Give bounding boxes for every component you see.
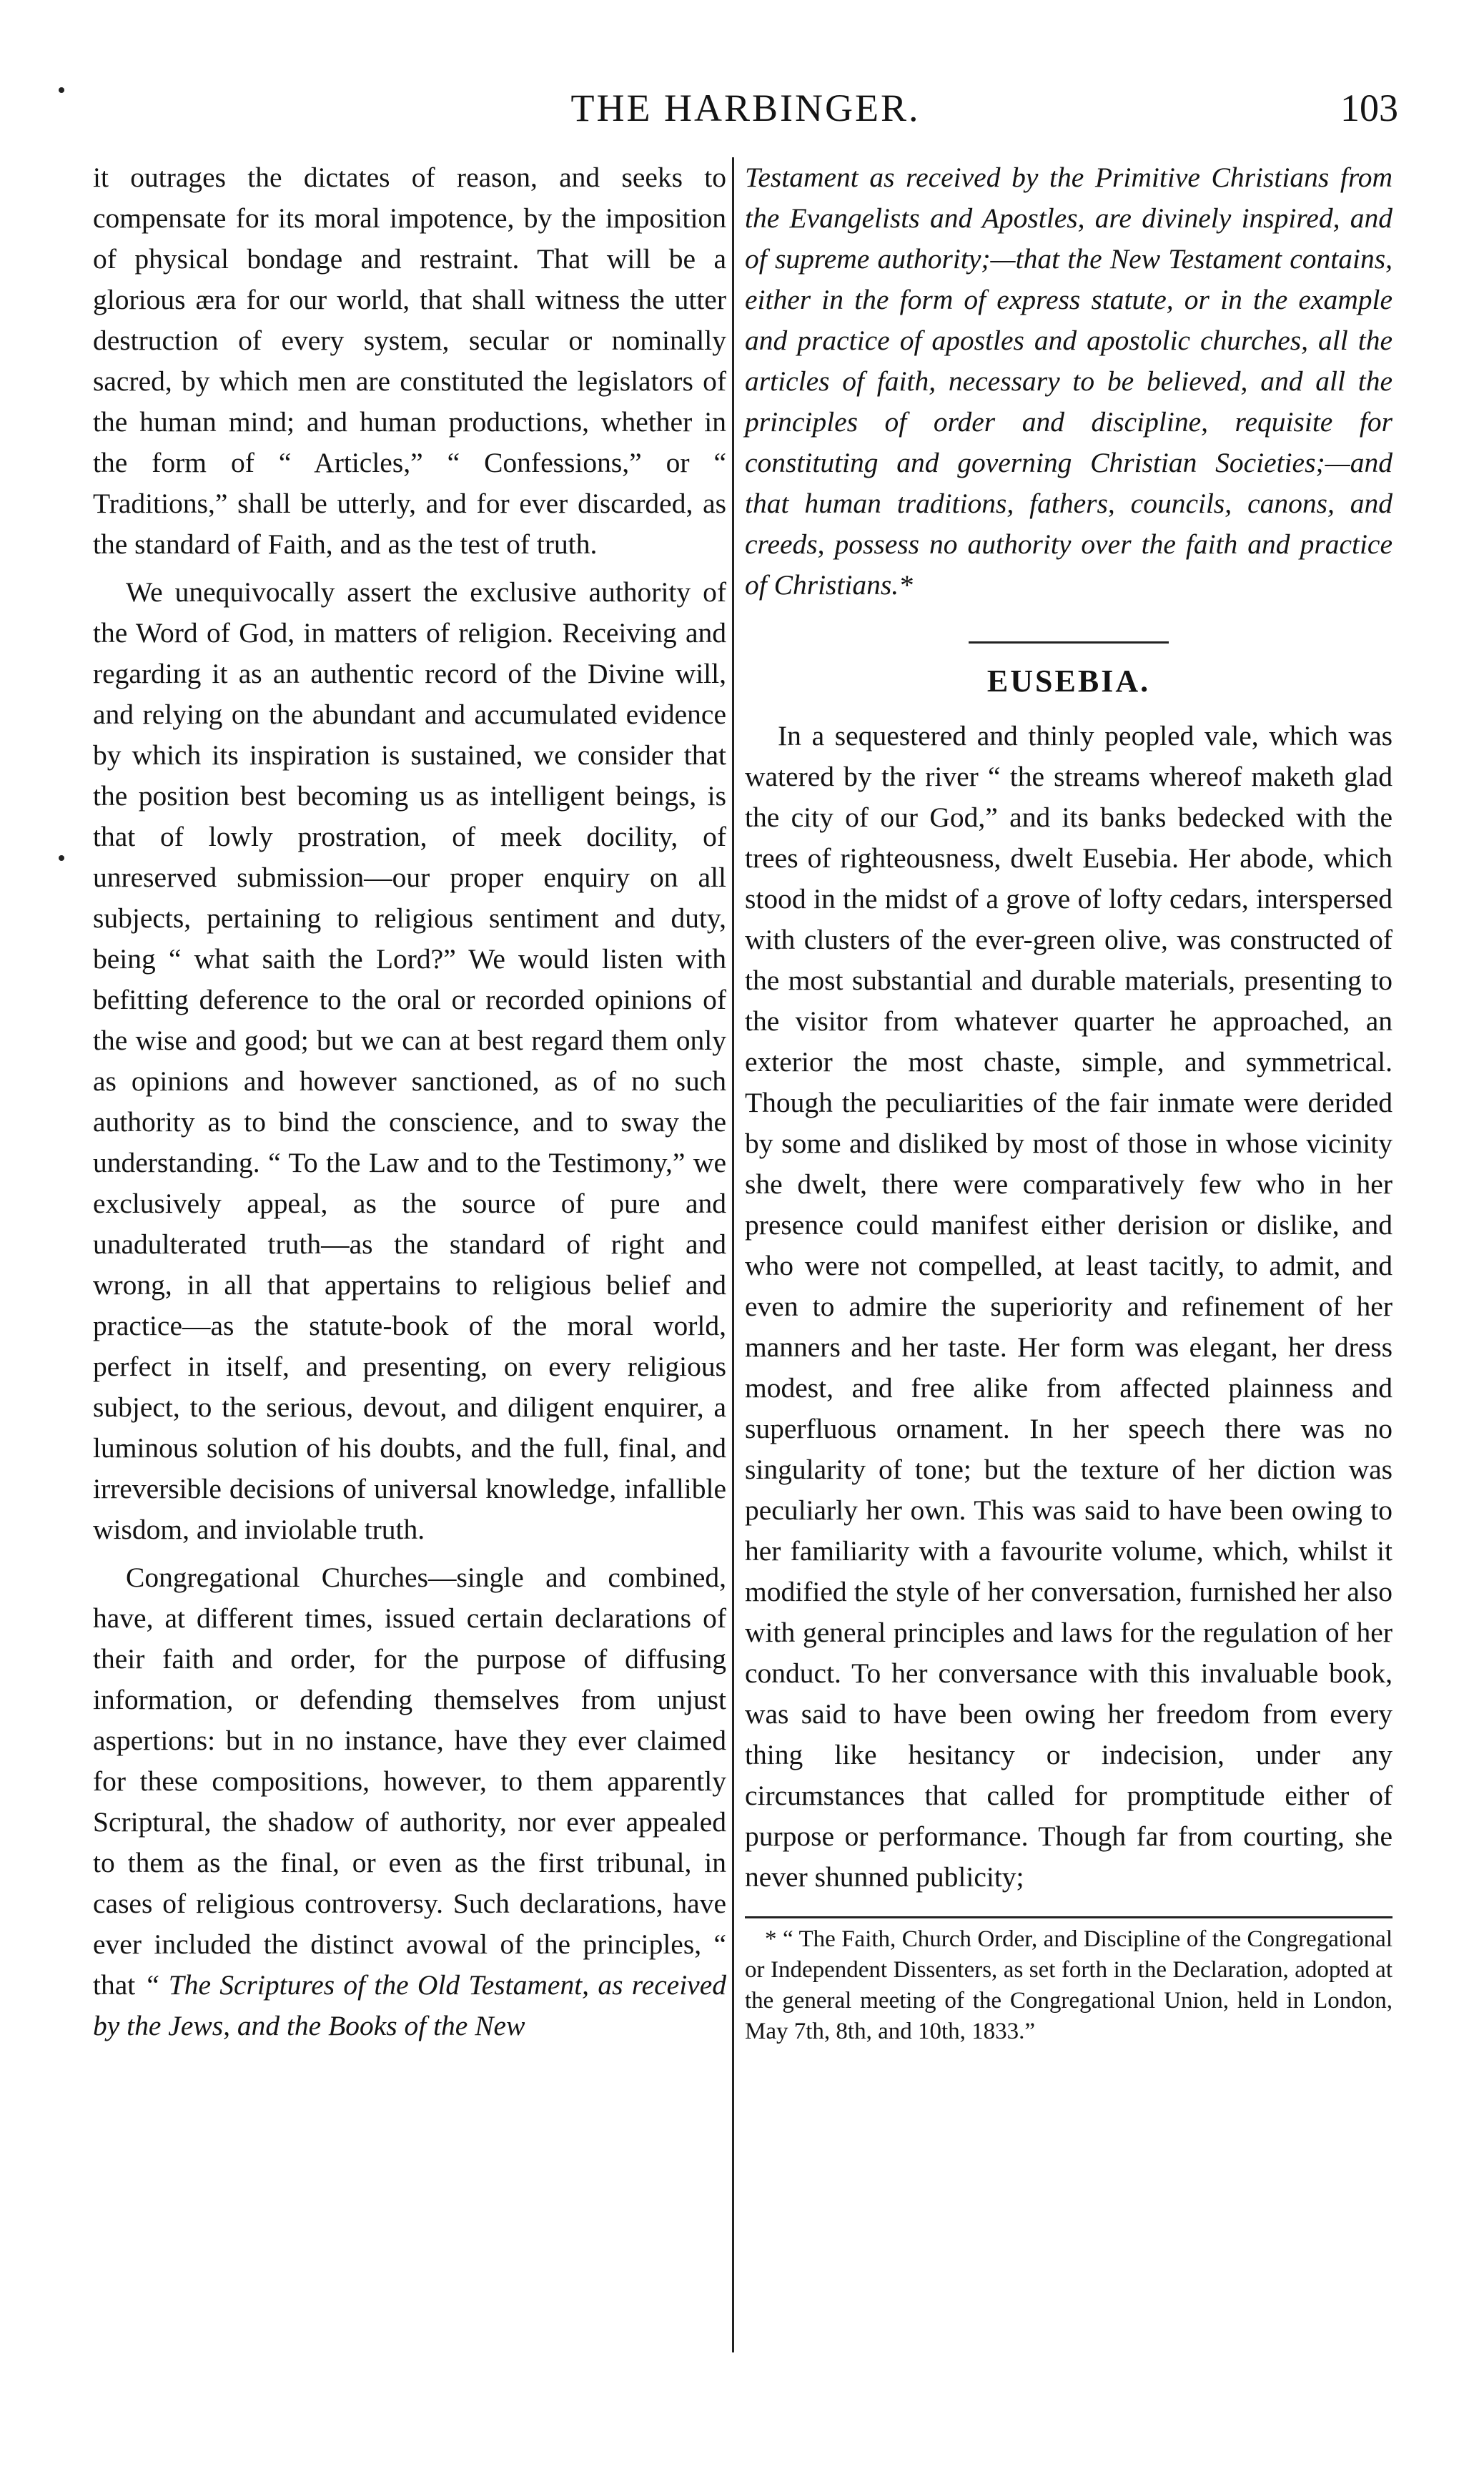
right-column [745, 157, 1393, 2047]
left-paragraph-1: it outrages the dictates of reason, and seeks to compensate for its moral impotence, by the imposition of physical bondage and restraint. That will be a glorious æra for our world, that shall witness the utter destruction of every system, secular or nominally sacred, by which men are constituted the legislators of the human mind; and human productions, whether in the form of “ Articles,” “ Confessions,” or “ Traditions,” shall be utterly, and for ever discarded, as the standard of Faith, and as the test of truth. [93, 162, 726, 560]
page-header [93, 86, 1398, 143]
running-title: THE HARBINGER. [570, 87, 921, 129]
right-quotation-end: Testament as received by the Primitive Christians from the Evangelists and Apostles, are divinely inspired, and of supreme authority;—that the New Testament contains, either in the form of express statute, or in the example and practice of apostles and apostolic churches, all the articles of faith, necessary to be believed, and all the principles of order and discipline, requisite for constituting and governing Christian Societies;—and that human traditions, fathers, councils, canons, and creeds, possess no authority over the faith and practice of Christians.* [745, 162, 1393, 601]
right-paragraph-1: In a sequestered and thinly peopled vale, which was watered by the river “ the streams whereof maketh glad the city of our God,” and its banks bedecked with the trees of righteousness, dwelt Eusebia. Her abode, which stood in the midst of a grove of lofty cedars, interspersed with clusters of the ever-green olive, was constructed of the most substantial and durable materials, presenting to the visitor from whatever quarter he approached, an exterior the most chaste, simple, and symmetrical. Though the peculiarities of the fair inmate were derided by some and disliked by most of those in whose vicinity she dwelt, there were comparatively few who in her presence could manifest either derision or dislike, and who were not compelled, at least tacitly, to admit, and even to admire the superiority and refinement of her manners and her taste. Her form was elegant, her dress modest, and free alike from affected plainness and superfluous ornament. In her speech there was no singularity of tone; but the texture of her diction was peculiarly her own. This was said to have been owing to her familiarity with a favourite volume, which, whilst it modified the style of her conversation, furnished her also with general principles and laws for the regulation of her conduct. To her conversance with this invaluable book, was said to have been owing her freedom from every thing like hesitancy or indecision, under any circumstances that called for promptitude either of purpose or performance. Though far from courting, she never shunned publicity; [745, 720, 1393, 1893]
left-paragraph-3 [93, 1557, 726, 2046]
left-paragraph-3-text: Congregational Churches—single and combined, have, at different times, issued certain declarations of their faith and order, for the purpose of diffusing information, or defending themselves from unjust aspertions: but in no instance, have they ever claimed for these compositions, however, to them apparently Scriptural, the shadow of authority, nor ever appealed to them as the final, or even as the first tribunal, in cases of religious controversy. Such declarations, have ever included the distinct avowal of the principles, “ that [93, 1562, 726, 2001]
left-quotation-start: “ The Scriptures of the Old Testament, as received by the Jews, and the Books of the New [93, 1969, 726, 2041]
left-column [93, 157, 726, 2046]
page-number: 103 [1340, 87, 1398, 129]
margin-speck-middle [59, 855, 64, 861]
footnote-rule [745, 1916, 1393, 1918]
section-divider-rule [969, 641, 1169, 644]
left-paragraph-2: We unequivocally assert the exclusive authority of the Word of God, in matters of religion. Receiving and regarding it as an authentic record of the Divine will, and relying on the abundant and accumulated evidence by which its inspiration is sustained, we consider that the position best becoming us as intelligent beings, is that of lowly prostration, of meek docility, of unreserved submission—our proper enquiry on all subjects, pertaining to religious sentiment and duty, being “ what saith the Lord?” We would listen with befitting deference to the oral or recorded opinions of the wise and good; but we can at best regard them only as opinions and however sanctioned, as of no such authority as to bind the conscience, and to sway the understanding. “ To the Law and to the Testimony,” we exclusively appeal, as the source of pure and unadulterated truth—as the standard of right and wrong, in all that appertains to religious belief and practice—as the statute-book of the moral world, perfect in itself, and presenting, on every religious subject, to the serious, devout, and diligent enquirer, a luminous solution of his doubts, and the full, final, and irreversible decisions of universal knowledge, infallible wisdom, and inviolable truth. [93, 576, 726, 1545]
column-divider [732, 157, 734, 2352]
article-title: EUSEBIA. [986, 664, 1151, 699]
margin-speck-top [59, 87, 64, 93]
footnote: * “ The Faith, Church Order, and Discipline of the Congregational or Independent Dissenters, as set forth in the Declaration, adopted at the general meeting of the Congregational Union, held in London, May 7th, 8th, and 10th, 1833.” [745, 1926, 1393, 2044]
